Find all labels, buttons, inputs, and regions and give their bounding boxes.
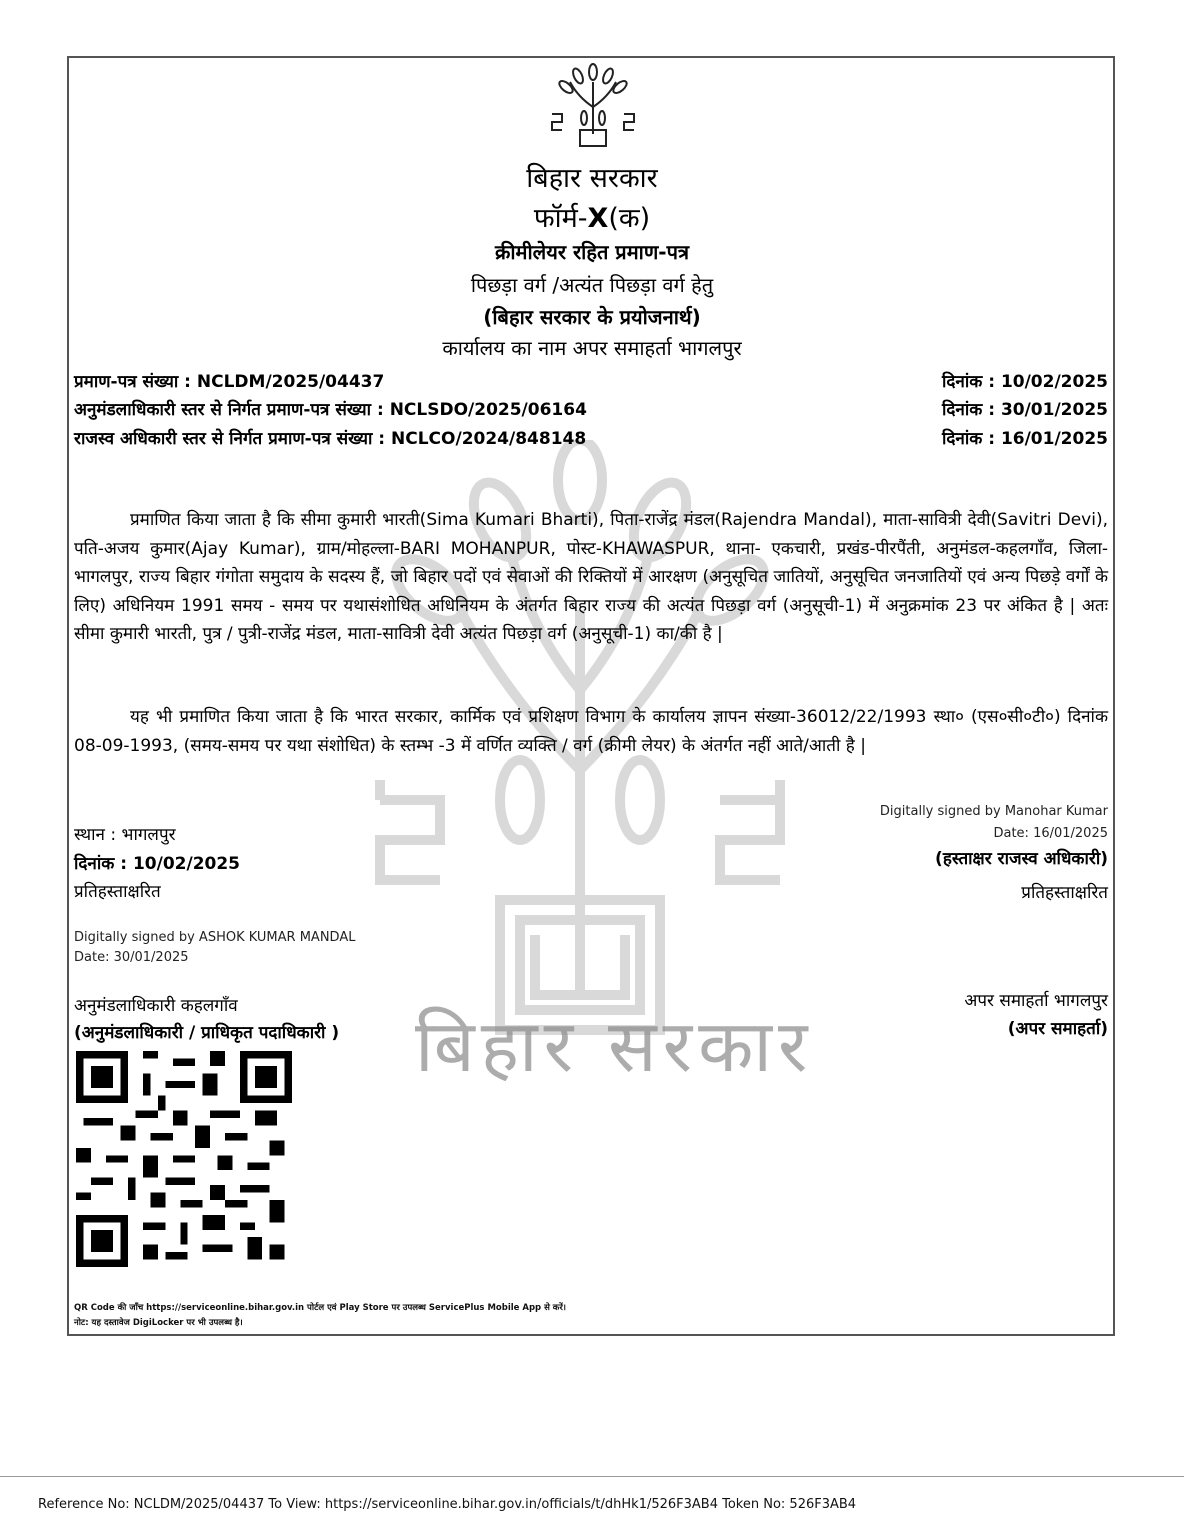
paragraph-2-text: यह भी प्रमाणित किया जाता है कि भारत सरकार, कार्मिक एवं प्रशिक्षण विभाग के कार्यालय ज्ञापन संख्या-36012/22/1993 स्था० (एस०सी०टी०) दिनांक 08-09-1993, (समय-समय पर यथा संशोधित) के स्तम्भ -3 में वर्णित व्यक्ति / वर्ग (क्रीमी लेयर) के अंतर्गत नहीं आते/आती है | — [74, 707, 1108, 756]
place: स्थान : भागलपुर — [74, 825, 176, 845]
revenue-officer-countersigned: प्रतिहस्ताक्षरित — [1021, 883, 1108, 903]
form-prefix: फॉर्म- — [533, 203, 588, 234]
footer-divider — [0, 1476, 1184, 1477]
certificate-subtitle: पिछड़ा वर्ग /अत्यंत पिछड़ा वर्ग हेतु — [470, 273, 714, 297]
sdo-certificate-row — [74, 397, 1108, 423]
bihar-emblem-icon — [548, 62, 638, 152]
revenue-officer-sign-date: Date: 16/01/2025 — [993, 826, 1108, 841]
sdo-certificate-number: अनुमंडलाधिकारी स्तर से निर्गत प्रमाण-पत्र संख्या : NCLSDO/2025/06164 — [74, 400, 587, 420]
revenue-officer-signed-by: Digitally signed by Manohar Kumar — [879, 804, 1108, 819]
certification-paragraph-1 — [74, 506, 1108, 649]
certificate-date: दिनांक : 10/02/2025 — [941, 372, 1108, 392]
sdo-certificate-date: दिनांक : 30/01/2025 — [941, 400, 1108, 420]
certificate-title: क्रीमीलेयर रहित प्रमाण-पत्र — [494, 240, 689, 264]
sdo-signed-by: Digitally signed by ASHOK KUMAR MANDAL — [74, 930, 356, 945]
government-name: बिहार सरकार — [526, 163, 658, 194]
certificate-number: प्रमाण-पत्र संख्या : NCLDM/2025/04437 — [74, 372, 385, 392]
certificate-number-row — [74, 369, 1108, 395]
reference-line: Reference No: NCLDM/2025/04437 To View: https://serviceonline.bihar.gov.in/officials/t/dhHk1/526F3AB4 Token No: 526F3AB4 — [38, 1497, 857, 1512]
qr-code-icon[interactable] — [76, 1051, 292, 1267]
office-name: कार्यालय का नाम अपर समाहर्ता भागलपुर — [442, 336, 742, 360]
form-letter: X — [587, 203, 609, 234]
place-countersigned: प्रतिहस्ताक्षरित — [74, 882, 161, 902]
sdo-sign-date: Date: 30/01/2025 — [74, 950, 189, 965]
additional-collector-role: अपर समाहर्ता भागलपुर — [964, 991, 1108, 1011]
form-number — [0, 198, 1184, 235]
co-certificate-date: दिनांक : 16/01/2025 — [941, 429, 1108, 449]
co-certificate-row — [74, 426, 1108, 452]
co-certificate-number: राजस्व अधिकारी स्तर से निर्गत प्रमाण-पत्र संख्या : NCLCO/2024/848148 — [74, 429, 587, 449]
certificate-purpose: (बिहार सरकार के प्रयोजनार्थ) — [483, 305, 701, 329]
certification-paragraph-2 — [74, 703, 1108, 760]
additional-collector-role-sub: (अपर समाहर्ता) — [1007, 1019, 1108, 1039]
paragraph-1-text: प्रमाणित किया जाता है कि सीमा कुमारी भारती(Sima Kumari Bharti), पिता-राजेंद्र मंडल(Rajendra Mandal), माता-सावित्री देवी(Savitri Devi), पति-अजय कुमार(Ajay Kumar), ग्राम/मोहल्ला-BARI MOHANPUR, पोस्ट-KHAWASPUR, थाना- एकचारी, प्रखंड-पीरपैंती, अनुमंडल-कहलगाँव, जिला-भागलपुर, राज्य बिहार गंगोता समुदाय के सदस्य हैं, जो बिहार पदों एवं सेवाओं की रिक्तियों में आरक्षण (अनुसूचित जातियों, अनुसूचित जनजातियों एवं अन्य पिछड़े वर्गों के लिए) अधिनियम 1991 समय - समय पर यथासंशोधित अधिनियम के अंतर्गत बिहार राज्य की अत्यंत पिछड़ा वर्ग (अनुसूची-1) में अनुक्रमांक 23 पर अंकित है | अतः सीमा कुमारी भारती, पुत्र / पुत्री-राजेंद्र मंडल, माता-सावित्री देवी अत्यंत पिछड़ा वर्ग (अनुसूची-1) का/की है | — [74, 510, 1108, 644]
issue-date: दिनांक : 10/02/2025 — [74, 854, 241, 874]
form-suffix: (क) — [608, 203, 651, 234]
sdo-role-sub: (अनुमंडलाधिकारी / प्राधिकृत पदाधिकारी ) — [74, 1023, 340, 1043]
digilocker-note: नोट: यह दस्तावेज DigiLocker पर भी उपलब्ध है। — [74, 1318, 243, 1328]
revenue-officer-role: (हस्ताक्षर राजस्व अधिकारी) — [935, 849, 1108, 869]
sdo-role: अनुमंडलाधिकारी कहलगाँव — [74, 996, 238, 1016]
watermark-text: बिहार सरकार — [415, 1004, 814, 1088]
qr-verification-note: QR Code की जाँच https://serviceonline.bihar.gov.in पोर्टल एवं Play Store पर उपलब्ध ServicePlus Mobile App से करें। — [74, 1303, 567, 1313]
